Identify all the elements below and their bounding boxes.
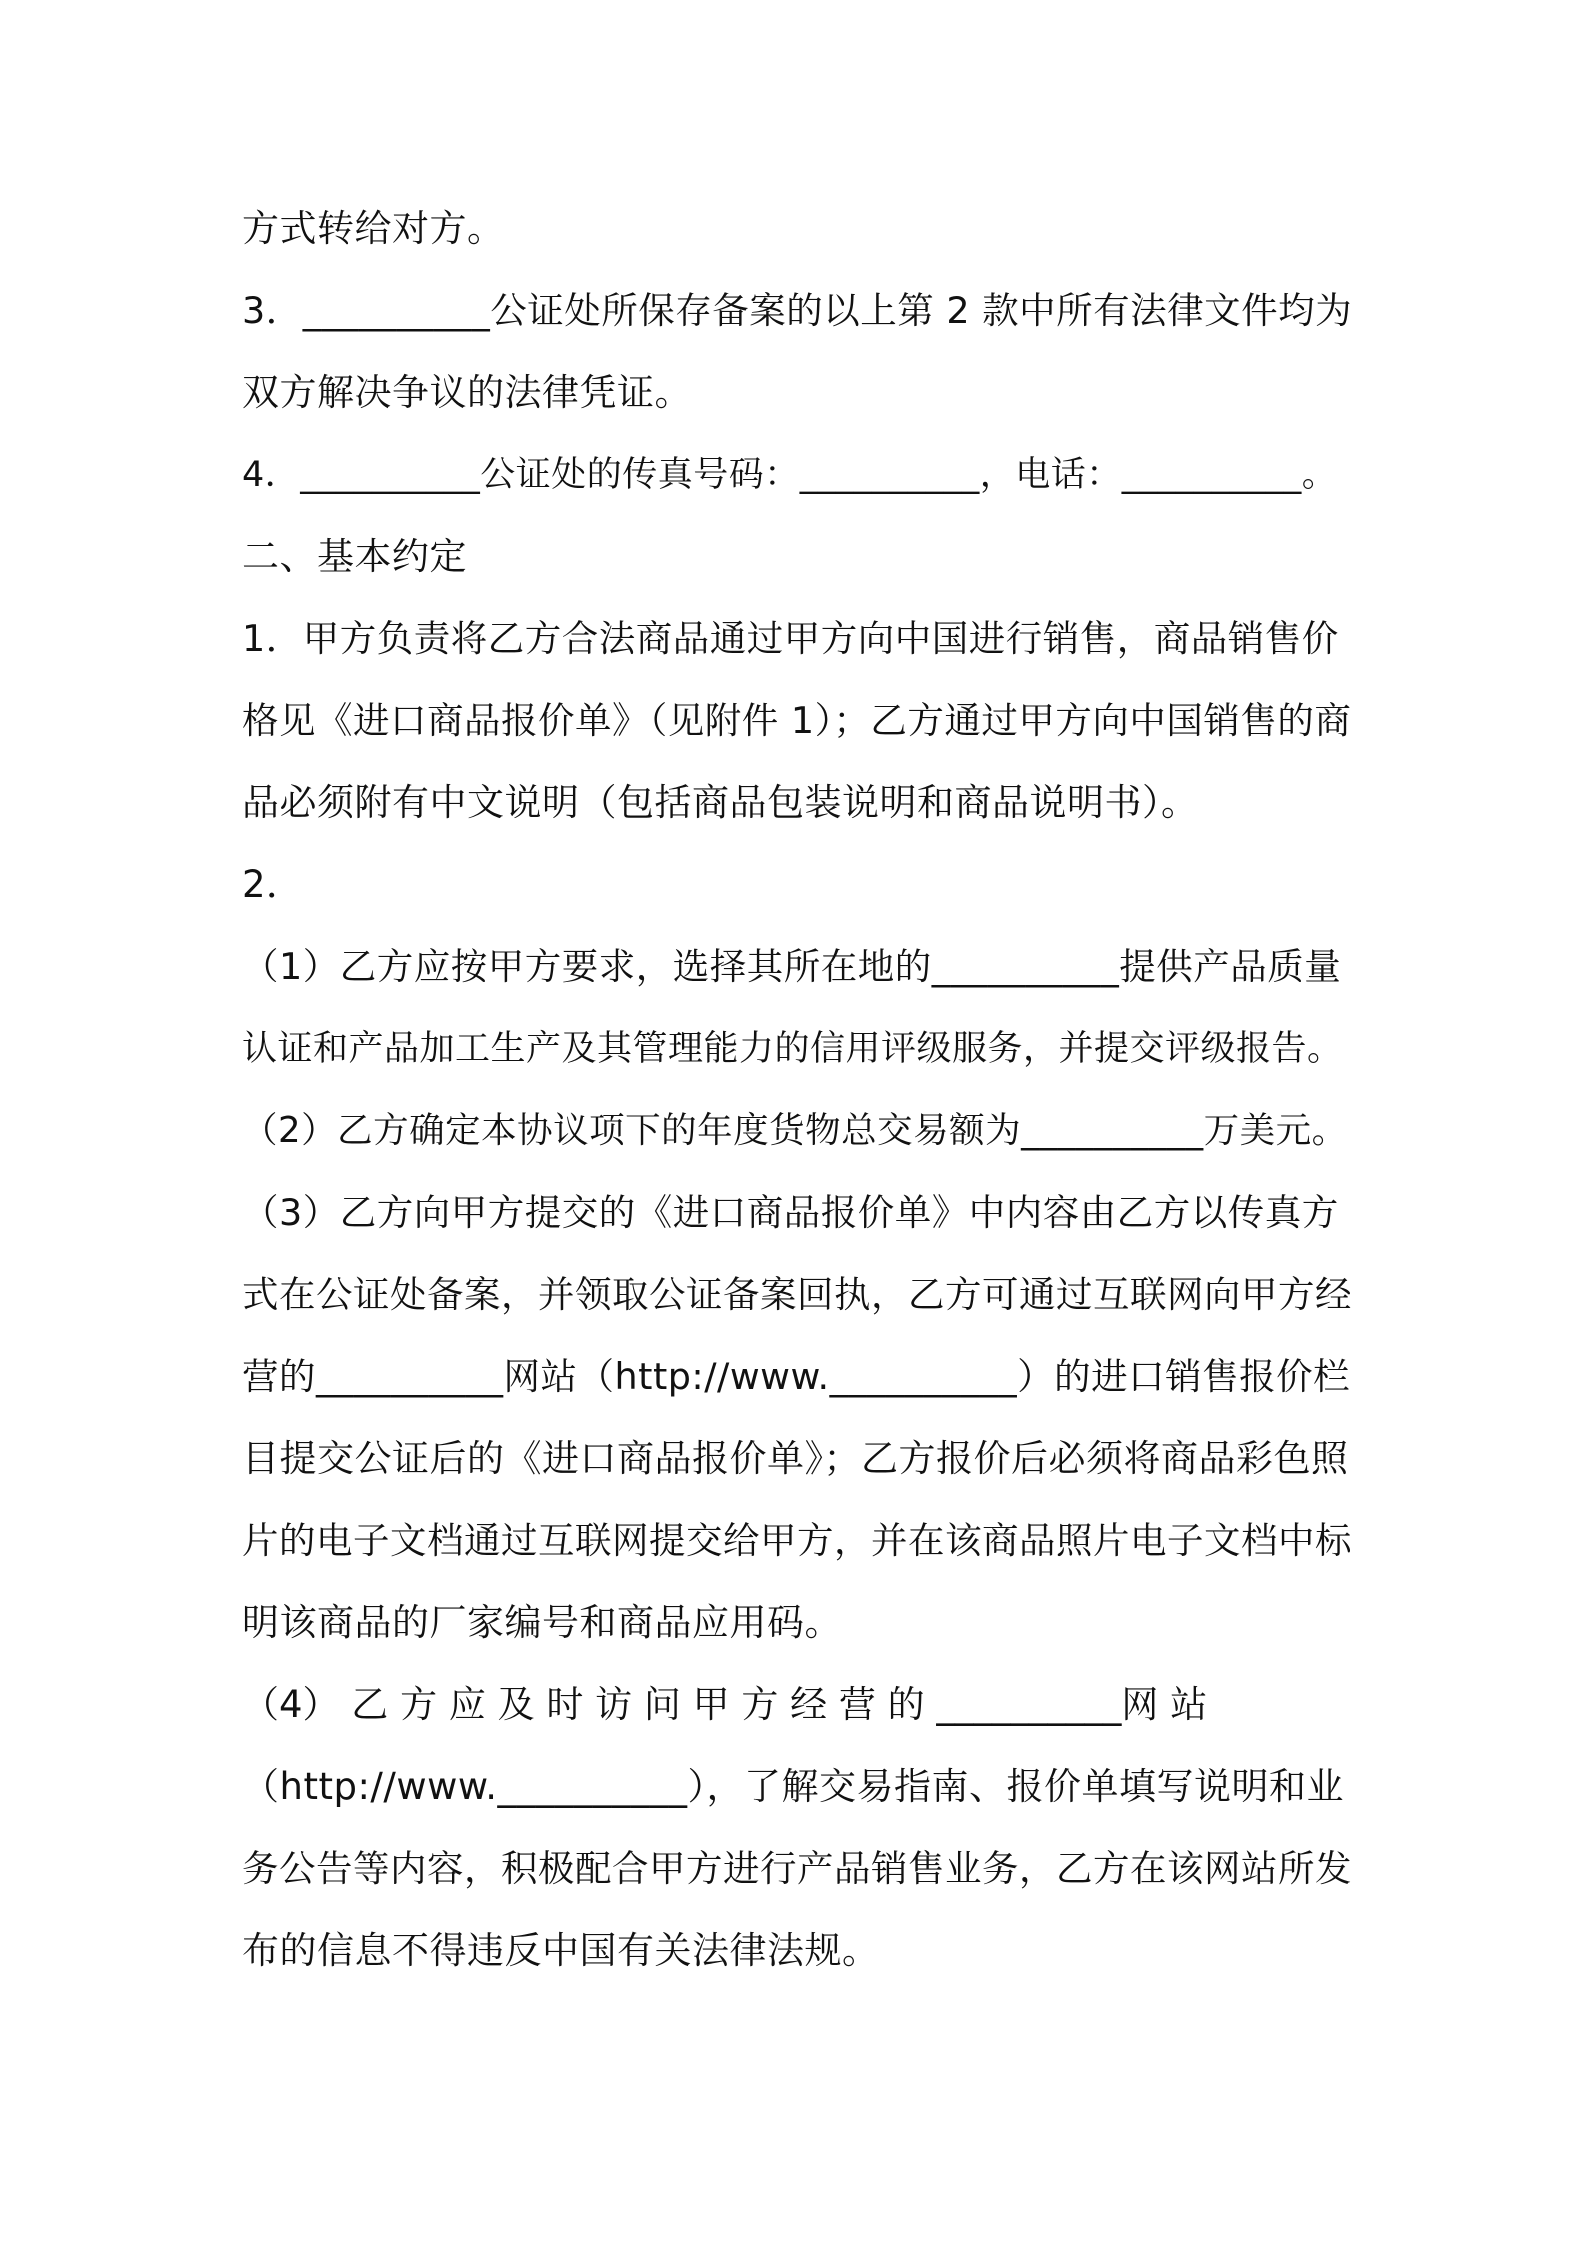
agreement-2-4-line-2: （http://www.__________），了解交易指南、报价单填写说明和业 <box>242 1765 1344 1808</box>
agreement-2-3-line-6: 明该商品的厂家编号和商品应用码。 <box>242 1601 842 1644</box>
agreement-2-number: 2． <box>242 863 304 906</box>
clause-3-line-2: 双方解决争议的法律凭证。 <box>242 371 692 414</box>
agreement-1-line-2: 格见《进口商品报价单》（见附件 1）；乙方通过甲方向中国销售的商 <box>242 699 1352 742</box>
agreement-2-3-line-4: 目提交公证后的《进口商品报价单》；乙方报价后必须将商品彩色照 <box>242 1437 1349 1480</box>
agreement-2-1-line-2: 认证和产品加工生产及其管理能力的信用评级服务，并提交评级报告。 <box>242 1029 1343 1069</box>
agreement-2-4-line-3: 务公告等内容，积极配合甲方进行产品销售业务，乙方在该网站所发 <box>242 1847 1352 1890</box>
agreement-2-3-line-3: 营的__________网站（http://www.__________）的进口销售报价栏 <box>242 1355 1351 1398</box>
text-line: 方式转给对方。 <box>242 207 505 250</box>
agreement-2-4-line-1: （4） 乙 方 应 及 时 访 问 甲 方 经 营 的 __________网 站 <box>242 1683 1208 1726</box>
agreement-1-line-1: 1．甲方负责将乙方合法商品通过甲方向中国进行销售，商品销售价 <box>242 617 1339 660</box>
agreement-2-3-line-5: 片的电子文档通过互联网提交给甲方，并在该商品照片电子文档中标 <box>242 1519 1352 1562</box>
section-heading: 二、基本约定 <box>242 535 467 578</box>
agreement-2-2-line: （2）乙方确定本协议项下的年度货物总交易额为__________万美元。 <box>242 1110 1348 1151</box>
agreement-2-4-line-4: 布的信息不得违反中国有关法律法规。 <box>242 1929 880 1972</box>
agreement-2-3-line-2: 式在公证处备案，并领取公证备案回执，乙方可通过互联网向甲方经 <box>242 1273 1352 1316</box>
agreement-2-3-line-1: （3）乙方向甲方提交的《进口商品报价单》中内容由乙方以传真方 <box>242 1191 1339 1234</box>
agreement-2-1-line-1: （1）乙方应按甲方要求，选择其所在地的__________提供产品质量 <box>242 945 1342 988</box>
agreement-1-line-3: 品必须附有中文说明（包括商品包装说明和商品说明书）。 <box>242 781 1199 824</box>
clause-3-line-1: 3．__________公证处所保存备案的以上第 2 款中所有法律文件均为 <box>242 289 1353 332</box>
clause-4-line: 4．__________公证处的传真号码：__________，电话：__________。 <box>242 455 1338 495</box>
